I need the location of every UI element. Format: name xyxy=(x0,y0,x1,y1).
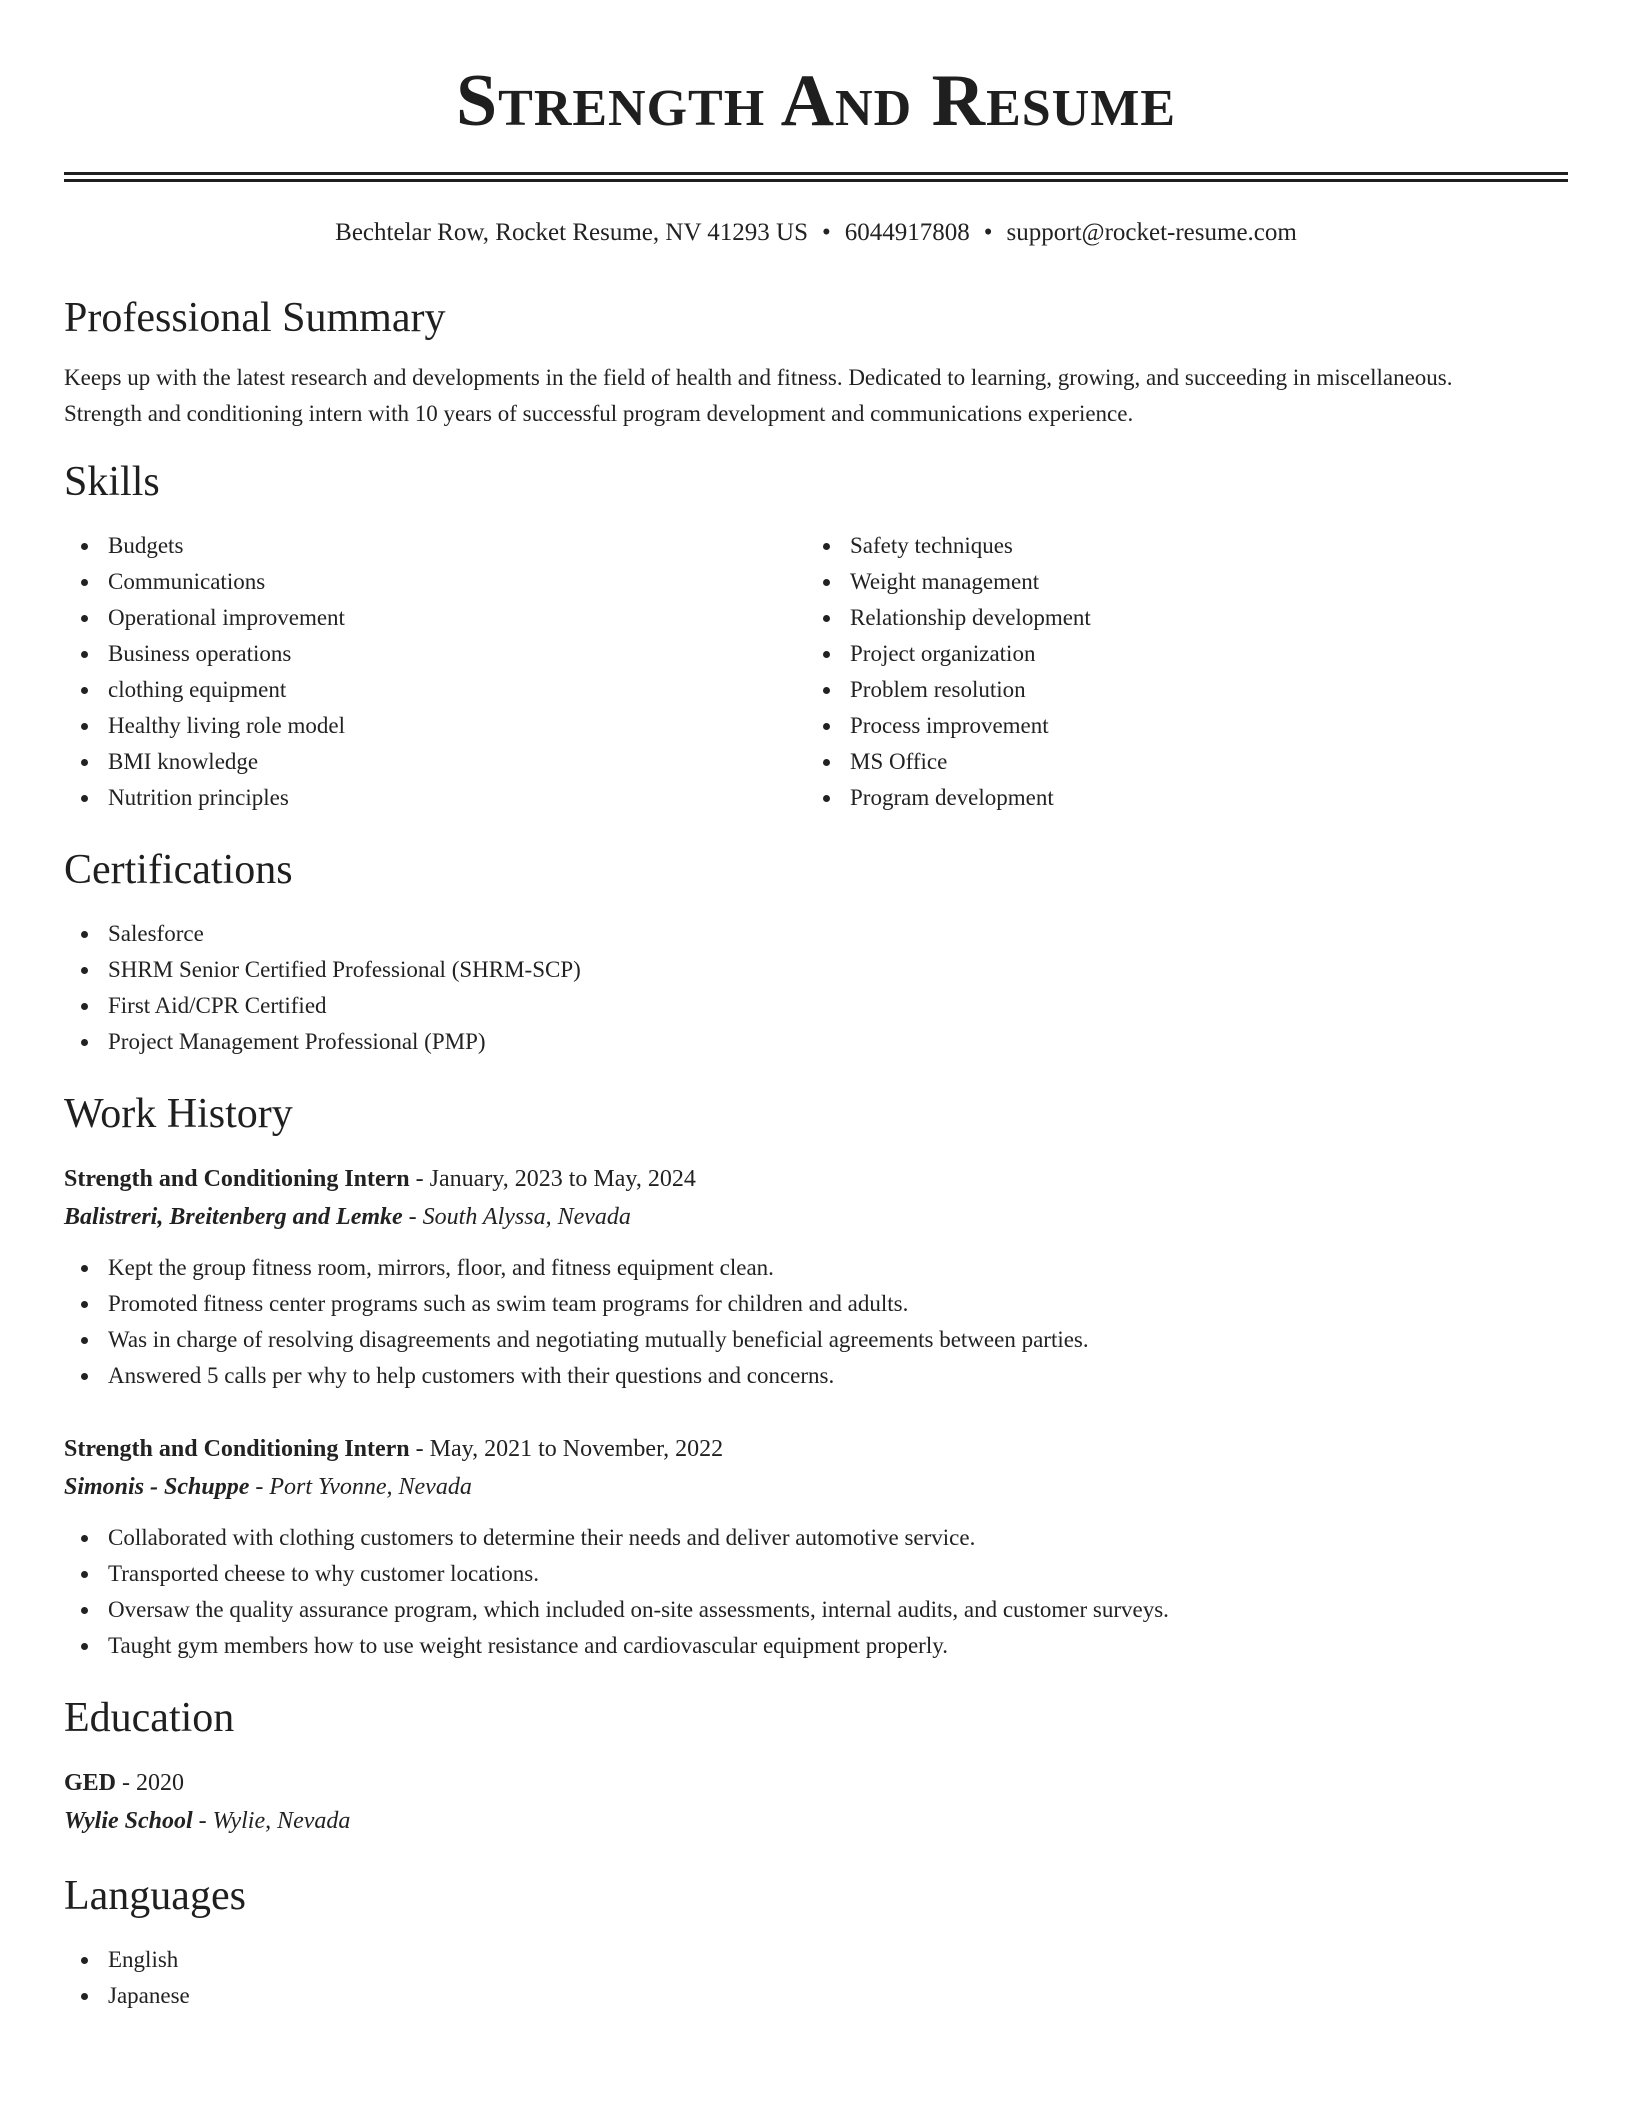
job-title: Strength and Conditioning Intern xyxy=(64,1436,410,1462)
skill-item: Relationship development xyxy=(806,600,1548,636)
certifications-heading: Certifications xyxy=(64,847,293,893)
job-company: Balistreri, Breitenberg and Lemke xyxy=(64,1204,403,1230)
job-location: Port Yvonne, Nevada xyxy=(269,1474,472,1500)
skill-item: Project organization xyxy=(806,636,1548,672)
skill-item: Communications xyxy=(64,564,806,600)
job-duty: Collaborated with clothing customers to determine their needs and deliver automotive service. xyxy=(64,1520,1568,1556)
work-history-heading: Work History xyxy=(64,1091,293,1137)
header-divider xyxy=(64,172,1568,182)
skill-item: Budgets xyxy=(64,528,806,564)
job-duty: Oversaw the quality assurance program, which included on-site assessments, internal audits, and customer surveys. xyxy=(64,1592,1568,1628)
job-entry xyxy=(64,1160,1568,1394)
certification-item: SHRM Senior Certified Professional (SHRM-SCP) xyxy=(64,952,1568,988)
job-duty: Answered 5 calls per why to help customers with their questions and concerns. xyxy=(64,1358,1568,1394)
contact-separator: • xyxy=(822,219,831,246)
job-duties-list xyxy=(64,1520,1568,1664)
summary-heading: Professional Summary xyxy=(64,295,446,341)
job-location: South Alyssa, Nevada xyxy=(422,1204,631,1230)
language-item: English xyxy=(64,1942,1568,1978)
education-degree-line xyxy=(64,1764,1568,1802)
job-entry xyxy=(64,1430,1568,1664)
job-dash: - xyxy=(402,1204,423,1230)
languages-section xyxy=(64,1872,1568,2014)
certification-item: First Aid/CPR Certified xyxy=(64,988,1568,1024)
job-company-line xyxy=(64,1468,1568,1506)
contact-phone: 6044917808 xyxy=(844,219,970,246)
certifications-list xyxy=(64,916,1568,1060)
certification-item: Salesforce xyxy=(64,916,1568,952)
skill-item: Process improvement xyxy=(806,708,1548,744)
skill-item: BMI knowledge xyxy=(64,744,806,780)
education-year: 2020 xyxy=(136,1770,185,1796)
skill-item: MS Office xyxy=(806,744,1548,780)
contact-line xyxy=(64,218,1568,248)
languages-heading: Languages xyxy=(64,1873,246,1919)
education-entry xyxy=(64,1764,1568,1840)
education-degree: GED xyxy=(64,1770,117,1796)
job-dash: - xyxy=(249,1474,270,1500)
skills-left-column xyxy=(64,528,806,816)
work-history-section xyxy=(64,1090,1568,1664)
skill-item: Safety techniques xyxy=(806,528,1548,564)
job-title-line xyxy=(64,1160,1568,1198)
contact-address: Bechtelar Row, Rocket Resume, NV 41293 US xyxy=(335,219,809,246)
job-duty: Promoted fitness center programs such as swim team programs for children and adults. xyxy=(64,1286,1568,1322)
job-duties-list xyxy=(64,1250,1568,1394)
certifications-section xyxy=(64,846,1568,1060)
skill-item: clothing equipment xyxy=(64,672,806,708)
skill-item: Nutrition principles xyxy=(64,780,806,816)
education-dash: - xyxy=(192,1808,213,1834)
job-company: Simonis - Schuppe xyxy=(64,1474,250,1500)
education-heading: Education xyxy=(64,1695,235,1741)
education-location: Wylie, Nevada xyxy=(212,1808,351,1834)
education-school-line xyxy=(64,1802,1568,1840)
skill-item: Healthy living role model xyxy=(64,708,806,744)
language-item: Japanese xyxy=(64,1978,1568,2014)
skill-item: Operational improvement xyxy=(64,600,806,636)
job-duty: Transported cheese to why customer locations. xyxy=(64,1556,1568,1592)
education-school: Wylie School xyxy=(64,1808,193,1834)
skill-item: Program development xyxy=(806,780,1548,816)
job-title-line xyxy=(64,1430,1568,1468)
job-duty: Taught gym members how to use weight resistance and cardiovascular equipment properly. xyxy=(64,1628,1568,1664)
skills-heading: Skills xyxy=(64,459,160,505)
candidate-name: Strength And Resume xyxy=(455,60,1177,142)
job-duty: Was in charge of resolving disagreements and negotiating mutually beneficial agreements between parties. xyxy=(64,1322,1568,1358)
skill-item: Problem resolution xyxy=(806,672,1548,708)
job-company-line xyxy=(64,1198,1568,1236)
education-section xyxy=(64,1694,1568,1840)
skills-right-column xyxy=(806,528,1548,816)
job-dates: May, 2021 to November, 2022 xyxy=(429,1436,724,1462)
job-duty: Kept the group fitness room, mirrors, floor, and fitness equipment clean. xyxy=(64,1250,1568,1286)
skills-section xyxy=(64,458,1568,816)
summary-section xyxy=(64,294,1568,432)
skill-item: Weight management xyxy=(806,564,1548,600)
skills-grid xyxy=(64,528,1568,816)
languages-list xyxy=(64,1942,1568,2014)
job-title: Strength and Conditioning Intern xyxy=(64,1166,410,1192)
skill-item: Business operations xyxy=(64,636,806,672)
education-dash: - xyxy=(116,1770,137,1796)
job-dates: January, 2023 to May, 2024 xyxy=(429,1166,696,1192)
certification-item: Project Management Professional (PMP) xyxy=(64,1024,1568,1060)
job-dash: - xyxy=(409,1436,430,1462)
contact-separator: • xyxy=(983,219,993,246)
summary-text: Keeps up with the latest research and developments in the field of health and fitness. Dedicated to learning, growing, and succeeding in miscellaneous. Strength and conditioning intern with 10 years of successful program development and communications experience. xyxy=(64,365,1453,426)
contact-email: support@rocket-resume.com xyxy=(1006,219,1297,246)
job-dash: - xyxy=(409,1166,430,1192)
